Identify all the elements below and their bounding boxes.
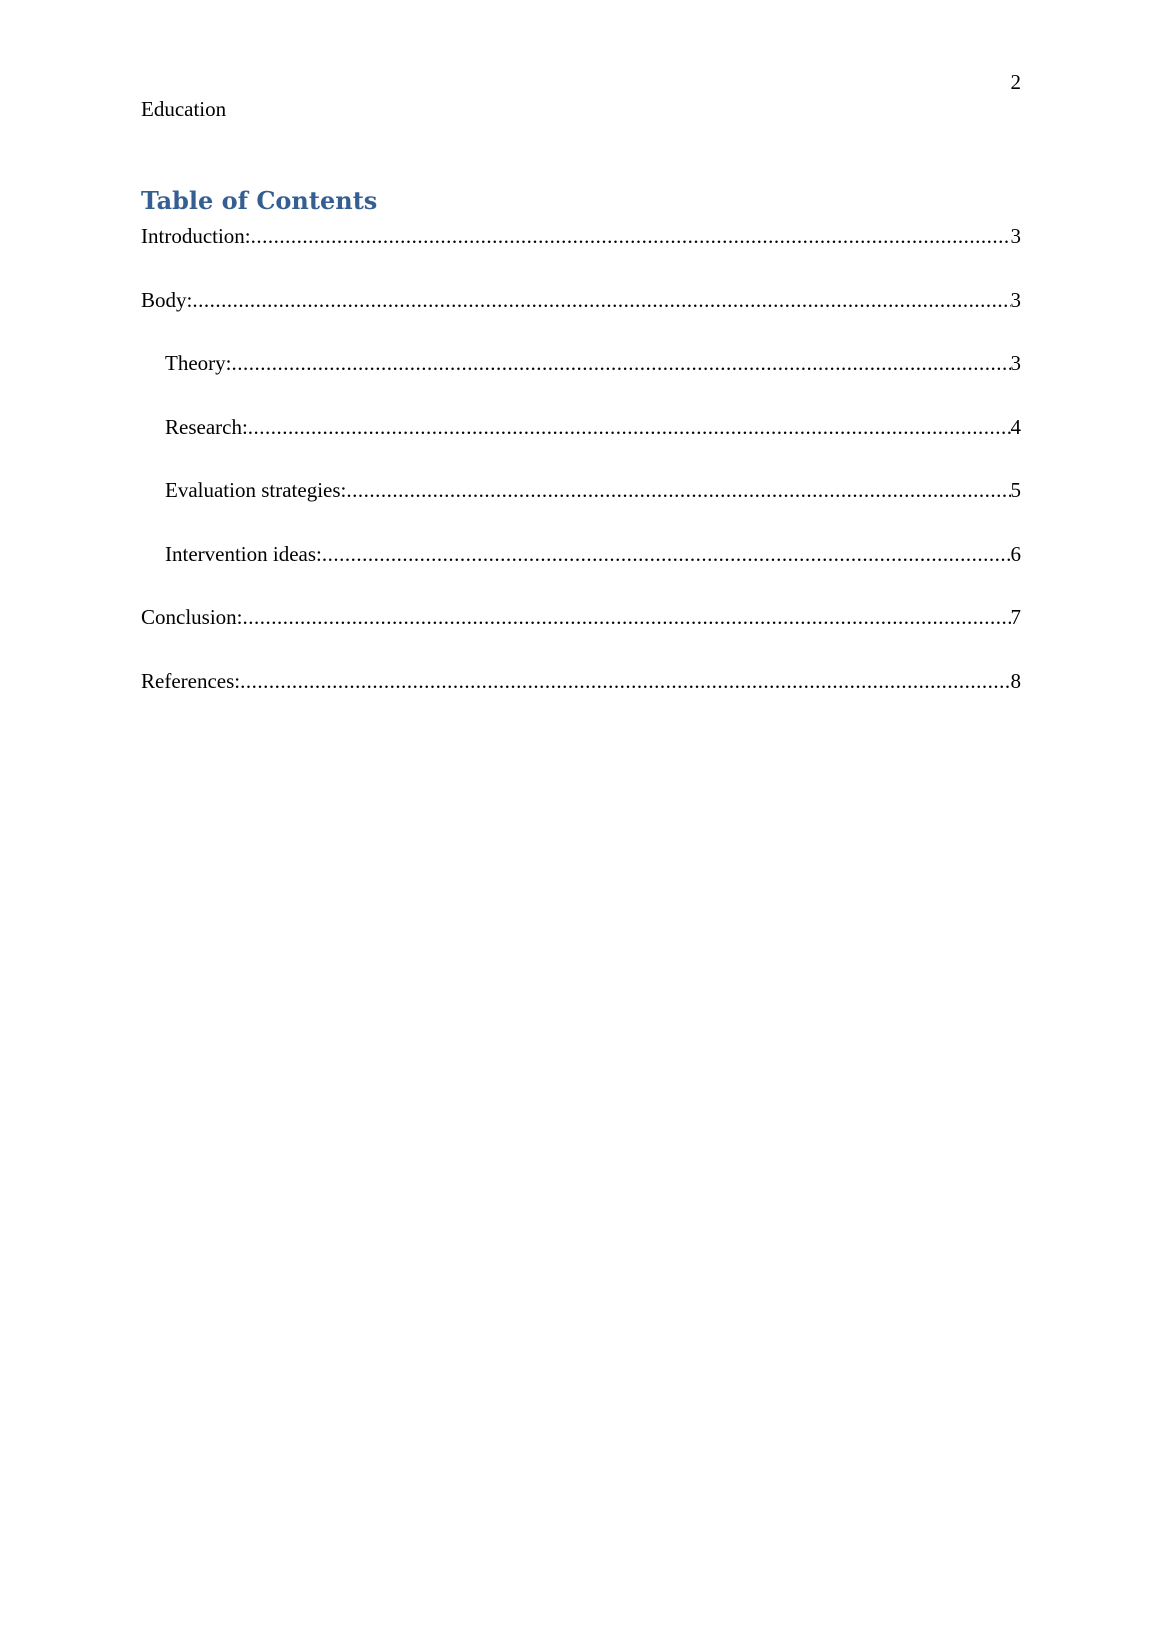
toc-entry-label: Evaluation strategies: bbox=[165, 478, 347, 502]
toc-entry-page: 3 bbox=[1010, 351, 1021, 375]
toc-title: Table of Contents bbox=[141, 186, 378, 215]
toc-entry-label: Conclusion: bbox=[141, 605, 243, 629]
toc-entry-conclusion[interactable] bbox=[141, 605, 1021, 629]
toc-entry-evaluation-strategies[interactable] bbox=[141, 478, 1021, 502]
dot-leader bbox=[346, 478, 1010, 502]
toc-entry-theory[interactable] bbox=[141, 351, 1021, 375]
toc-entry-references[interactable] bbox=[141, 669, 1021, 693]
dot-leader bbox=[322, 542, 1011, 566]
page-number: 2 bbox=[1010, 70, 1021, 94]
table-of-contents bbox=[141, 224, 1021, 732]
running-head: Education bbox=[141, 97, 227, 121]
toc-entry-label: Introduction: bbox=[141, 224, 251, 248]
toc-entry-page: 5 bbox=[1010, 478, 1021, 502]
dot-leader bbox=[192, 288, 1010, 312]
toc-entry-label: Intervention ideas: bbox=[165, 541, 322, 566]
dot-leader bbox=[248, 415, 1011, 439]
toc-entry-label: Research: bbox=[165, 414, 248, 439]
toc-entry-page: 7 bbox=[1010, 605, 1021, 629]
toc-entry-label: Theory: bbox=[165, 351, 232, 375]
toc-entry-intervention-ideas[interactable] bbox=[141, 542, 1021, 566]
toc-entry-research[interactable] bbox=[141, 415, 1021, 439]
dot-leader bbox=[231, 351, 1010, 375]
toc-entry-page: 4 bbox=[1010, 414, 1021, 439]
dot-leader bbox=[243, 605, 1011, 629]
toc-entry-page: 8 bbox=[1010, 668, 1021, 693]
toc-entry-label: Body: bbox=[141, 287, 193, 312]
dot-leader bbox=[251, 224, 1011, 248]
toc-entry-label: References: bbox=[141, 668, 241, 693]
toc-entry-page: 3 bbox=[1010, 224, 1021, 248]
toc-entry-introduction[interactable] bbox=[141, 224, 1021, 248]
toc-entry-page: 3 bbox=[1010, 287, 1021, 312]
toc-entry-page: 6 bbox=[1010, 541, 1021, 566]
dot-leader bbox=[240, 669, 1010, 693]
toc-entry-body[interactable] bbox=[141, 288, 1021, 312]
